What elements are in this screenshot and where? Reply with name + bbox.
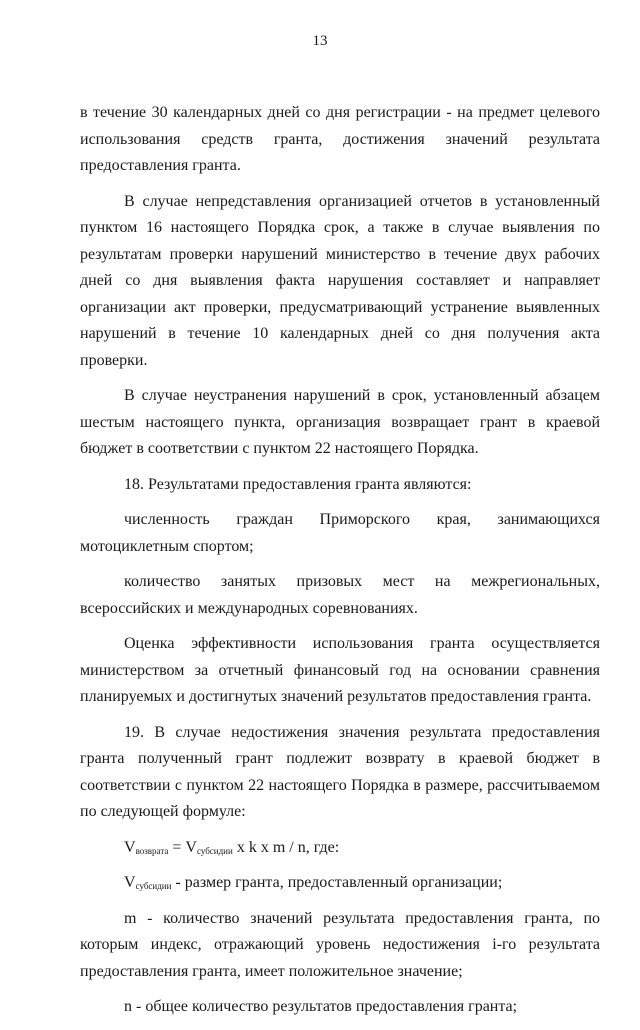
paragraph-efficiency-assessment: Оценка эффективности использования гранта осуществляется министерством за отчетный финансовый год на основании сравнения планируемых и достигнутых значений результатов предоставления гранта. (80, 635, 600, 705)
definition-v-subsidy (80, 870, 600, 897)
definition-v-text: - размер гранта, предоставленный организации; (171, 874, 503, 891)
formula-v-subsidy: V (185, 838, 197, 856)
paragraph-reports-failure: В случае непредставления организацией отчетов в установленный пунктом 16 настоящего Порядка срок, а также в случае выявления по результатам проверки нарушений министерство в течение двух рабочих дней со дня выявления факта нарушения составляет и направляет организации акт проверки, предусматривающий устранение выявленных нарушений в течение 10 календарных дней со дня получения акта проверки. (80, 192, 600, 369)
definition-m: m - количество значений результата предоставления гранта, по которым индекс, отражающий уровень недостижения i-го результата предоставления гранта, имеет положительное значение; (80, 909, 600, 980)
formula-subscript-refund: возврата (135, 845, 169, 856)
formula (80, 835, 600, 862)
paragraph-result-prizes: количество занятых призовых мест на межрегиональных, всероссийских и международных соревнованиях. (80, 573, 600, 617)
definition-v-symbol: V (124, 874, 136, 891)
page-number: 13 (312, 33, 328, 49)
formula-subscript-subsidy: субсидии (196, 845, 233, 856)
definition-n: n - общее количество результатов предоставления гранта; (124, 998, 518, 1015)
paragraph-refund-formula-intro: 19. В случае недостижения значения результата предоставления гранта полученный грант подлежит возврату в краевой бюджет в соответствии с пунктом 22 настоящего Порядка в размере, рассчитываемом по следующей формуле: (80, 723, 600, 820)
paragraph-inspection-term: в течение 30 календарных дней со дня регистрации - на предмет целевого использования средств гранта, достижения значений результата предоставления гранта. (80, 104, 600, 174)
formula-v-refund: V (124, 838, 136, 856)
paragraph-results-heading: 18. Результатами предоставления гранта являются: (124, 475, 472, 493)
paragraph-non-elimination: В случае неустранения нарушений в срок, установленный абзацем шестым настоящего пункта, организация возвращает грант в краевой бюджет в соответствии с пунктом 22 настоящего Порядка. (80, 387, 600, 457)
formula-equals: = (168, 838, 186, 856)
paragraph-result-citizens: численность граждан Приморского края, занимающихся мотоциклетным спортом; (80, 511, 600, 555)
definition-v-subscript: субсидии (135, 881, 172, 891)
formula-rest: x k x m / n, где: (232, 838, 340, 856)
document-body (80, 100, 600, 1030)
